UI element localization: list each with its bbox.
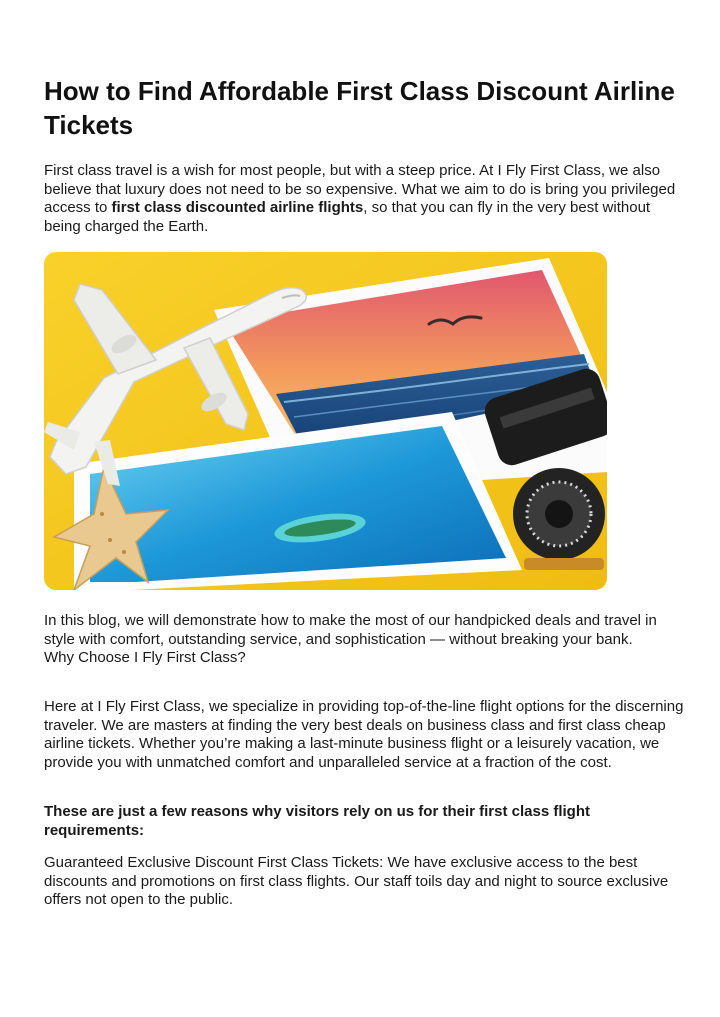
blog-intro-paragraph	[44, 612, 684, 668]
why-choose-body: Here at I Fly First Class, we specialize in providing top-of-the-line flight options for the discerning traveler. We are masters at finding the very best deals on business class and first class cheap airline tickets. Whether you’re making a last-minute business flight or a leisurely vacation, we provide you with unmatched comfort and unparalleled service at a fraction of the cost.	[44, 698, 684, 771]
intro-text-before: First class travel is a wish for most people, but with a steep price. At I Fly First Class, we also believe that luxury does not need to be so expensive. What we aim to do is bring you privileged access to	[44, 162, 676, 216]
reasons-heading: These are just a few reasons why visitors rely on us for their first class flight requirements:	[44, 803, 591, 839]
article-title: How to Find Affordable First Class Discount Airline Tickets	[44, 76, 675, 140]
blog-intro-text: In this blog, we will demonstrate how to make the most of our handpicked deals and travel in style with comfort, outstanding service, and sophistication — without breaking your bank.	[44, 612, 657, 648]
intro-paragraph	[44, 162, 684, 236]
intro-bold-phrase: first class discounted airline flights	[111, 199, 364, 216]
why-choose-heading: Why Choose I Fly First Class?	[44, 649, 246, 666]
reason-guaranteed-discounts: Guaranteed Exclusive Discount First Class Tickets: We have exclusive access to the best discounts and promotions on first class flights. Our staff toils day and night to source exclusive offers not open to the public.	[44, 854, 669, 908]
hero-image	[44, 252, 607, 590]
hero-illustration	[44, 252, 607, 590]
intro-text-after: , so that you can fly in the very best without being charged the Earth.	[44, 199, 651, 235]
